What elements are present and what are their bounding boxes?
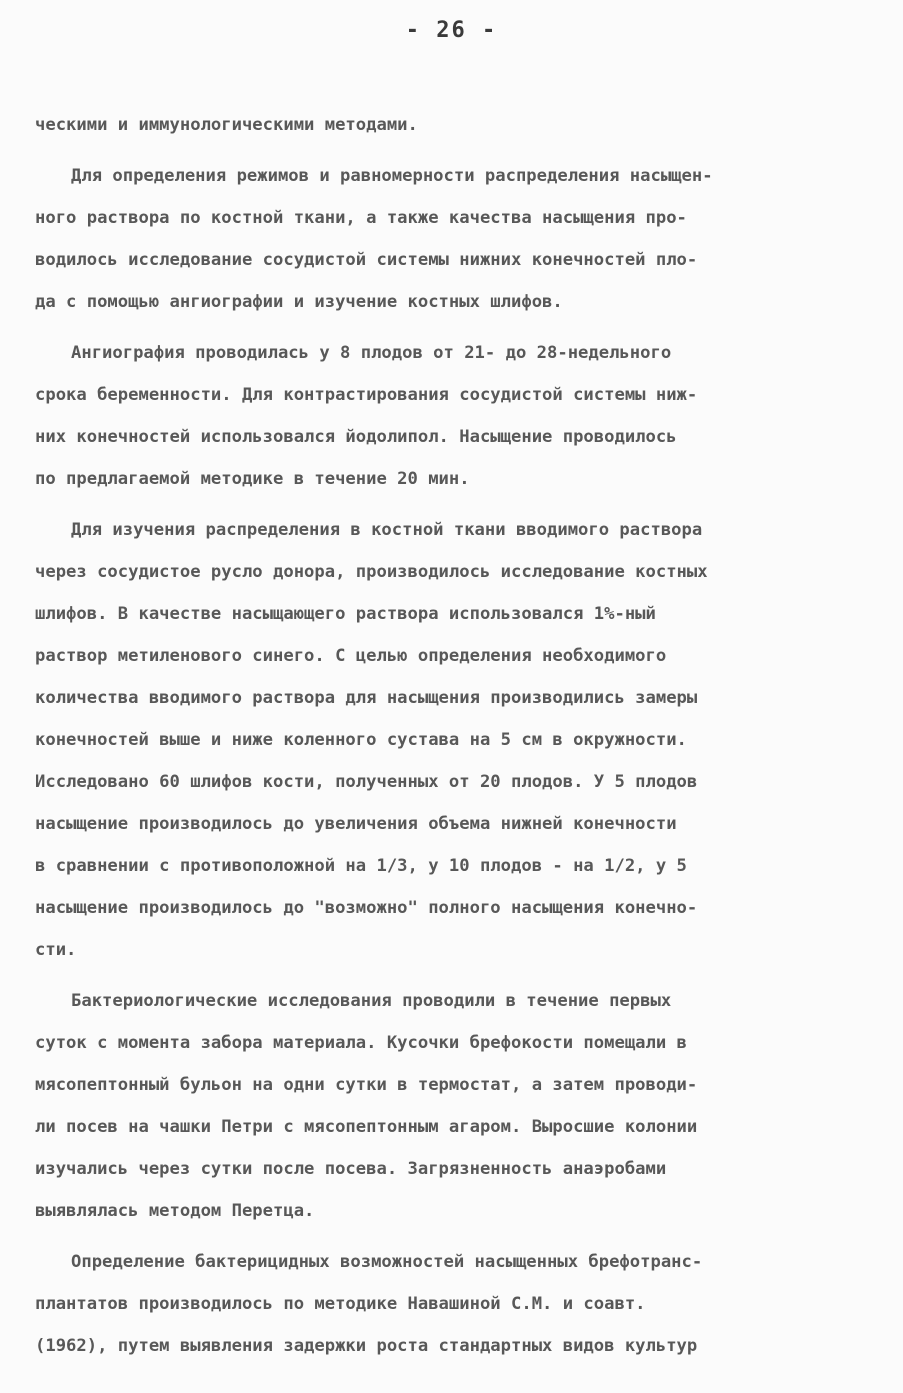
page-number: - 26 - bbox=[405, 18, 498, 43]
text-line: конечностей выше и ниже коленного сустава на 5 см в окружности. bbox=[35, 730, 687, 750]
text-line: Ангиография проводилась у 8 плодов от 21- до 28-недельного bbox=[71, 343, 672, 363]
text-line: срока беременности. Для контрастирования сосудистой системы ниж- bbox=[35, 385, 698, 405]
text-line: раствор метиленового синего. С целью определения необходимого bbox=[35, 646, 667, 666]
text-line: мясопептонный бульон на одни сутки в термостат, а затем проводи- bbox=[35, 1075, 698, 1095]
text-line: да с помощью ангиографии и изучение костных шлифов. bbox=[35, 292, 563, 312]
text-line: сти. bbox=[35, 940, 77, 960]
text-line: Для изучения распределения в костной ткани вводимого раствора bbox=[71, 520, 703, 540]
text-line: (1962), путем выявления задержки роста стандартных видов культур bbox=[35, 1336, 698, 1356]
text-line: Определение бактерицидных возможностей насыщенных брефотранс- bbox=[71, 1252, 703, 1272]
text-line: ческими и иммунологическими методами. bbox=[35, 115, 418, 135]
text-line: шлифов. В качестве насыщающего раствора использовался 1%-ный bbox=[35, 604, 656, 624]
text-line: выявлялась методом Перетца. bbox=[35, 1201, 315, 1221]
text-line: них конечностей использовался йодолипол. Насыщение проводилось bbox=[35, 427, 677, 447]
text-line: плантатов производилось по методике Навашиной С.М. и соавт. bbox=[35, 1294, 646, 1314]
body-text bbox=[35, 104, 885, 1367]
text-line: водилось исследование сосудистой системы нижних конечностей пло- bbox=[35, 250, 698, 270]
text-line: количества вводимого раствора для насыщения производились замеры bbox=[35, 688, 698, 708]
text-line: изучались через сутки после посева. Загрязненность анаэробами bbox=[35, 1159, 667, 1179]
text-line: Для определения режимов и равномерности распределения насыщен- bbox=[71, 166, 713, 186]
text-line: через сосудистое русло донора, производилось исследование костных bbox=[35, 562, 708, 582]
text-line: Исследовано 60 шлифов кости, полученных от 20 плодов. У 5 плодов bbox=[35, 772, 698, 792]
text-line: насыщение производилось до "возможно" полного насыщения конечно- bbox=[35, 898, 698, 918]
text-line: по предлагаемой методике в течение 20 мин. bbox=[35, 469, 470, 489]
text-line: в сравнении с противоположной на 1/3, у 10 плодов - на 1/2, у 5 bbox=[35, 856, 687, 876]
text-line: ного раствора по костной ткани, а также качества насыщения про- bbox=[35, 208, 687, 228]
text-line: суток с момента забора материала. Кусочки брефокости помещали в bbox=[35, 1033, 687, 1053]
text-line: ли посев на чашки Петри с мясопептонным агаром. Выросшие колонии bbox=[35, 1117, 698, 1137]
text-line: Бактериологические исследования проводили в течение первых bbox=[71, 991, 672, 1011]
text-line: насыщение производилось до увеличения объема нижней конечности bbox=[35, 814, 677, 834]
